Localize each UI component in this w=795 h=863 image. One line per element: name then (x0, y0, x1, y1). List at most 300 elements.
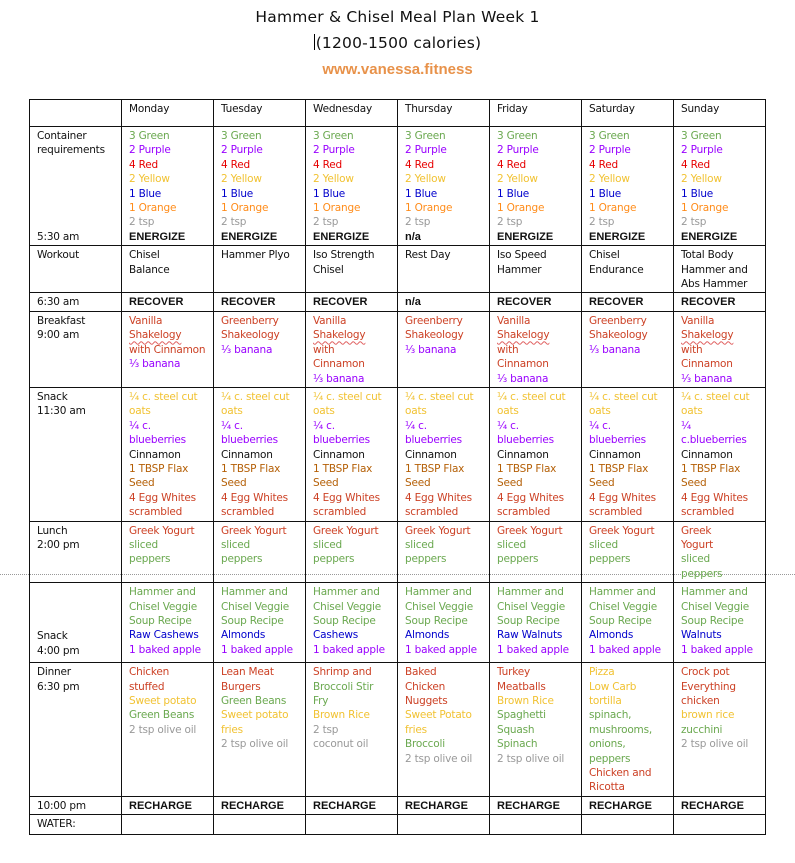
meal-item: tortilla (589, 695, 622, 707)
row-label (30, 583, 122, 663)
row-label-line: requirements (37, 144, 105, 157)
meal-item: Hammer Plyo (221, 249, 290, 262)
day-cell[interactable] (674, 246, 766, 293)
meal-item: Cinnamon (313, 448, 365, 461)
meal-item: Seed (681, 477, 707, 490)
meal-item: Shakelogy (497, 329, 550, 342)
meal-item: 1 Orange (129, 202, 177, 215)
day-cell[interactable] (490, 663, 582, 797)
meal-item: 1 Blue (405, 187, 438, 200)
meal-item: Seed (313, 477, 339, 490)
meal-item: RECHARGE (497, 799, 560, 812)
meal-item: Greenberry (221, 314, 279, 327)
header-row (30, 100, 766, 127)
meal-item: 4 Egg Whites (129, 491, 196, 504)
meal-item: oats (589, 405, 611, 418)
row-label-line: 10:00 pm (37, 799, 86, 812)
meal-item: stuffed (129, 680, 165, 693)
row-label-line (37, 172, 115, 186)
row-label-line: 2:00 pm (37, 538, 80, 551)
meal-item: peppers (405, 553, 447, 566)
row-label (30, 293, 122, 311)
day-cell[interactable] (122, 293, 214, 311)
meal-item: RECOVER (497, 296, 552, 309)
day-header: Thursday (398, 100, 490, 127)
meal-item: Sweet Potato (405, 709, 472, 722)
meal-item: Soup Recipe (497, 615, 560, 627)
meal-item: Cinnamon (405, 448, 457, 461)
meal-item: 2 tsp (221, 216, 247, 229)
day-cell[interactable] (398, 583, 490, 663)
meal-item: Greenberry (405, 314, 463, 327)
row-label (30, 521, 122, 583)
website-link[interactable]: www.vanessa.fitness (322, 61, 473, 78)
meal-item: Burgers (221, 680, 261, 693)
meal-item: 1 baked apple (681, 643, 753, 656)
meal-item: ENERGIZE (681, 230, 738, 243)
meal-item: blueberries (497, 434, 554, 447)
breakfast-row (30, 311, 766, 387)
day-cell[interactable] (122, 387, 214, 521)
row-label-line: Dinner (37, 666, 71, 679)
day-cell[interactable] (490, 293, 582, 311)
meal-item: 2 Yellow (589, 173, 630, 186)
meal-item: RECHARGE (589, 799, 652, 812)
day-cell[interactable] (490, 311, 582, 387)
meal-item: 2 tsp (497, 216, 523, 229)
day-cell[interactable] (398, 521, 490, 583)
meal-item: 3 Green (497, 130, 538, 142)
meal-item: ENERGIZE (589, 230, 646, 243)
meal-item: Soup Recipe (589, 615, 652, 627)
day-cell[interactable] (582, 293, 674, 311)
meal-item: 3 Green (405, 130, 446, 142)
meal-item: Seed (129, 477, 155, 490)
meal-item: 2 Purple (221, 144, 263, 157)
meal-item: 1 Blue (589, 187, 622, 200)
meal-item: Endurance (589, 263, 644, 276)
meal-item: scrambled (405, 506, 459, 519)
meal-item: RECHARGE (681, 799, 744, 812)
day-header: Saturday (582, 100, 674, 127)
meal-item: 1 TBSP Flax (129, 462, 189, 475)
row-label-line: 11:30 am (37, 405, 86, 418)
meal-item: ¼ c. (313, 419, 335, 432)
row-label-line: Breakfast (37, 314, 86, 327)
meal-item: Raw Walnuts (497, 629, 563, 642)
meal-item: 2 tsp olive oil (221, 738, 289, 751)
day-cell[interactable] (490, 796, 582, 814)
day-cell[interactable] (214, 387, 306, 521)
meal-item: ⅓ banana (589, 343, 641, 356)
meal-item: 1 TBSP Flax (405, 462, 465, 475)
container-requirements-row (30, 127, 766, 246)
meal-item: Seed (589, 477, 615, 490)
meal-item: Cinnamon (589, 448, 641, 461)
meal-item: ¼ c. (497, 419, 519, 432)
meal-item: Shakeology (405, 329, 464, 342)
recharge-row (30, 796, 766, 814)
meal-item: 1 baked apple (313, 643, 385, 656)
day-cell[interactable] (306, 583, 398, 663)
row-label-line (37, 215, 115, 229)
meal-item: Rest Day (405, 249, 451, 262)
day-header: Wednesday (306, 100, 398, 127)
meal-item: spinach, (589, 709, 632, 722)
meal-item: Greek Yogurt (221, 524, 287, 537)
meal-item: c.blueberries (681, 434, 747, 447)
day-cell[interactable] (306, 387, 398, 521)
meal-item: 1 Orange (497, 202, 545, 215)
meal-item: oats (313, 405, 335, 418)
meal-item: Chisel Veggie (497, 600, 566, 613)
meal-item: Chisel Veggie (221, 600, 290, 613)
row-label-line (37, 187, 115, 201)
meal-item: 1 Orange (313, 202, 361, 215)
day-cell[interactable] (398, 387, 490, 521)
day-cell[interactable] (306, 815, 398, 835)
day-cell[interactable] (582, 311, 674, 387)
meal-item: ¼ c. steel cut (313, 390, 382, 403)
day-cell[interactable] (398, 796, 490, 814)
recover-row (30, 293, 766, 311)
meal-item: scrambled (589, 506, 643, 519)
meal-item: 1 Blue (221, 187, 254, 200)
day-header: Sunday (674, 100, 766, 127)
meal-item: ENERGIZE (129, 230, 186, 243)
meal-item: blueberries (405, 434, 462, 447)
meal-item: scrambled (129, 506, 183, 519)
day-cell[interactable] (490, 246, 582, 293)
day-cell[interactable] (674, 387, 766, 521)
meal-item: Low Carb (589, 680, 637, 693)
row-label-line: WATER: (37, 818, 76, 831)
meal-item: Turkey (497, 666, 530, 679)
day-cell[interactable] (582, 815, 674, 835)
day-cell[interactable] (122, 521, 214, 583)
day-cell[interactable] (582, 127, 674, 246)
day-cell[interactable] (398, 246, 490, 293)
day-cell[interactable] (674, 127, 766, 246)
meal-item: 2 Yellow (405, 173, 446, 186)
meal-item: ¼ c. steel cut (589, 390, 658, 403)
text-cursor (314, 34, 315, 50)
day-cell[interactable] (214, 127, 306, 246)
meal-item: 4 Egg Whites (497, 491, 564, 504)
meal-item: ¼ c. (129, 419, 151, 432)
snack-afternoon-row (30, 583, 766, 663)
day-header: Tuesday (214, 100, 306, 127)
meal-item: Total Body (681, 249, 734, 262)
meal-item: Iso Strength (313, 249, 375, 262)
day-cell[interactable] (214, 815, 306, 835)
day-cell[interactable] (490, 387, 582, 521)
day-cell[interactable] (582, 387, 674, 521)
row-label-line: Lunch (37, 524, 68, 537)
page-subtitle (0, 34, 795, 52)
meal-item: Soup Recipe (221, 615, 284, 627)
meal-item: RECOVER (589, 296, 644, 309)
meal-item: 4 Red (497, 158, 526, 171)
meal-item: ¼ c. (221, 419, 243, 432)
meal-item: 2 tsp olive oil (129, 723, 197, 736)
meal-item: 2 tsp (681, 216, 707, 229)
meal-item: Hammer and (313, 586, 380, 599)
snack-morning-row (30, 387, 766, 521)
meal-item: 2 tsp olive oil (681, 738, 749, 751)
day-cell[interactable] (582, 583, 674, 663)
meal-item: Greek Yogurt (405, 524, 471, 537)
meal-item: Almonds (221, 629, 266, 642)
meal-item: Baked (405, 666, 437, 679)
day-cell[interactable] (214, 246, 306, 293)
meal-item: Almonds (589, 629, 634, 642)
meal-item: Balance (129, 263, 170, 276)
meal-item: 1 Orange (681, 202, 729, 215)
workout-row (30, 246, 766, 293)
meal-item: zucchini (681, 723, 723, 736)
meal-item: 4 Egg Whites (589, 491, 656, 504)
meal-item: 1 TBSP Flax (681, 462, 741, 475)
day-cell[interactable] (674, 293, 766, 311)
meal-item: ¼ c. (589, 419, 611, 432)
meal-item: RECHARGE (405, 799, 468, 812)
day-cell[interactable] (306, 127, 398, 246)
meal-item: Squash (497, 723, 535, 736)
meal-item: with (681, 343, 703, 356)
day-cell[interactable] (398, 293, 490, 311)
dinner-row (30, 663, 766, 797)
meal-item: blueberries (589, 434, 646, 447)
meal-item: Crock pot (681, 666, 730, 679)
meal-item: Lean Meat (221, 666, 274, 679)
meal-item: 1 TBSP Flax (497, 462, 557, 475)
day-cell[interactable] (122, 815, 214, 835)
meal-item: Sweet potato (129, 695, 197, 707)
meal-item: Vanilla (129, 314, 163, 327)
meal-item: Green Beans (129, 709, 195, 722)
meal-item: Shakeology (221, 329, 280, 342)
meal-item: 2 Yellow (313, 173, 354, 186)
day-cell[interactable] (582, 521, 674, 583)
meal-item: peppers (221, 553, 263, 566)
day-cell[interactable] (306, 293, 398, 311)
meal-item: brown rice (681, 709, 735, 722)
day-cell[interactable] (214, 521, 306, 583)
day-cell[interactable] (490, 521, 582, 583)
meal-item: 4 Red (129, 158, 158, 171)
meal-item: 2 Yellow (221, 173, 262, 186)
meal-item: 4 Red (405, 158, 434, 171)
meal-item: Ricotta (589, 781, 625, 794)
meal-item: sliced (221, 538, 251, 551)
day-cell[interactable] (306, 246, 398, 293)
meal-item: Soup Recipe (681, 615, 744, 627)
meal-item: ¼ c. steel cut (221, 390, 290, 403)
day-cell[interactable] (122, 663, 214, 797)
meal-item: 4 Red (313, 158, 342, 171)
meal-item: RECOVER (129, 296, 184, 309)
meal-item: RECHARGE (313, 799, 376, 812)
meal-item: 2 tsp (589, 216, 615, 229)
day-cell[interactable] (122, 127, 214, 246)
day-cell[interactable] (674, 815, 766, 835)
meal-item: sliced (589, 538, 619, 551)
meal-item: Hammer and (681, 586, 748, 599)
day-cell[interactable] (674, 311, 766, 387)
row-label-line: 4:00 pm (37, 644, 80, 657)
meal-item: 2 Yellow (497, 173, 538, 186)
meal-item: Nuggets (405, 695, 448, 707)
meal-item: onions, (589, 738, 626, 751)
meal-item: Brown Rice (313, 709, 370, 722)
meal-item: 1 Orange (589, 202, 637, 215)
meal-item: blueberries (129, 434, 186, 447)
meal-item: Iso Speed (497, 249, 547, 262)
row-label (30, 387, 122, 521)
meal-item: ¼ c. steel cut (497, 390, 566, 403)
row-label (30, 246, 122, 293)
meal-item: peppers (589, 752, 631, 765)
meal-item: scrambled (313, 506, 367, 519)
meal-item: ⅓ banana (221, 343, 273, 356)
meal-item: ¼ c. (405, 419, 427, 432)
meal-item: Hammer and (221, 586, 288, 599)
day-cell[interactable] (306, 521, 398, 583)
day-cell[interactable] (122, 583, 214, 663)
day-cell[interactable] (398, 663, 490, 797)
day-cell[interactable] (306, 311, 398, 387)
meal-item: Vanilla (681, 314, 715, 327)
meal-item: 3 Green (681, 130, 722, 142)
meal-item: 4 Red (221, 158, 250, 171)
meal-item: Green Beans (221, 695, 287, 707)
meal-item: 2 tsp (405, 216, 431, 229)
meal-item: Seed (497, 477, 523, 490)
meal-item: Walnuts (681, 629, 722, 642)
day-cell[interactable] (398, 311, 490, 387)
meal-item: peppers (129, 553, 171, 566)
day-cell[interactable] (214, 293, 306, 311)
meal-item: Greek Yogurt (497, 524, 563, 537)
day-cell[interactable] (490, 815, 582, 835)
page-title: Hammer & Chisel Meal Plan Week 1 (255, 8, 540, 26)
day-cell[interactable] (674, 796, 766, 814)
meal-item: n/a (405, 230, 421, 243)
calorie-range: (1200-1500 calories) (315, 34, 482, 52)
day-cell[interactable] (398, 815, 490, 835)
meal-item: sliced (681, 553, 711, 566)
row-label-line (37, 201, 115, 215)
row-label (30, 796, 122, 814)
meal-item: Cinnamon (497, 358, 549, 371)
day-cell[interactable] (490, 583, 582, 663)
meal-item: Meatballs (497, 680, 546, 693)
day-header: Friday (490, 100, 582, 127)
meal-item: fries (221, 723, 243, 736)
meal-item: Shakelogy (129, 329, 182, 342)
day-cell[interactable] (214, 583, 306, 663)
meal-item: Soup Recipe (313, 615, 376, 627)
meal-item: ¼ c. steel cut (129, 390, 198, 403)
meal-item: chicken (681, 695, 720, 707)
day-cell[interactable] (306, 663, 398, 797)
meal-item: oats (497, 405, 519, 418)
row-label (30, 127, 122, 246)
lunch-row (30, 521, 766, 583)
meal-item: RECOVER (221, 296, 276, 309)
meal-plan-table (29, 99, 766, 835)
meal-item: ENERGIZE (221, 230, 278, 243)
row-label (30, 311, 122, 387)
meal-item: scrambled (681, 506, 735, 519)
meal-item: Cinnamon (129, 448, 181, 461)
meal-item: 1 Blue (129, 187, 162, 200)
meal-item: 2 Yellow (129, 173, 170, 186)
row-label-line: Snack (37, 630, 68, 643)
meal-item: peppers (589, 553, 631, 566)
day-cell[interactable] (674, 521, 766, 583)
meal-item: 4 Red (589, 158, 618, 171)
meal-item: Broccoli (405, 738, 445, 751)
meal-item: 1 Orange (405, 202, 453, 215)
meal-item: 1 baked apple (405, 643, 477, 656)
day-cell[interactable] (214, 311, 306, 387)
meal-item: Broccoli Stir (313, 680, 374, 693)
meal-item: Vanilla (313, 314, 347, 327)
meal-item: Raw Cashews (129, 629, 199, 642)
day-cell[interactable] (582, 663, 674, 797)
meal-item: Soup Recipe (129, 615, 192, 627)
meal-item: Pizza (589, 666, 615, 679)
day-cell[interactable] (122, 246, 214, 293)
row-label-line: Workout (37, 249, 80, 262)
meal-item: mushrooms, (589, 723, 652, 736)
meal-item: ⅓ banana (497, 372, 549, 385)
meal-item: Cinnamon (313, 358, 365, 371)
meal-item: 2 Purple (129, 144, 171, 157)
day-cell[interactable] (306, 796, 398, 814)
meal-item: 2 tsp olive oil (405, 752, 473, 765)
day-cell[interactable] (674, 663, 766, 797)
meal-item: sliced (405, 538, 435, 551)
meal-item: Hammer and (681, 263, 748, 276)
day-cell[interactable] (214, 663, 306, 797)
row-label-line: 6:30 pm (37, 680, 80, 693)
row-label-line: 6:30 am (37, 296, 80, 309)
meal-item: 2 Purple (681, 144, 723, 157)
meal-item: 2 tsp (313, 216, 339, 229)
meal-item: peppers (497, 553, 539, 566)
day-cell[interactable] (582, 796, 674, 814)
day-cell[interactable] (122, 796, 214, 814)
day-cell[interactable] (582, 246, 674, 293)
meal-item: Fry (313, 695, 329, 707)
day-cell[interactable] (490, 127, 582, 246)
corner-cell (30, 100, 122, 127)
meal-item: ¼ c. steel cut (681, 390, 750, 403)
meal-item: ⅓ banana (129, 358, 181, 371)
meal-item: 1 baked apple (221, 643, 293, 656)
meal-item: ⅓ banana (405, 343, 457, 356)
day-cell[interactable] (122, 311, 214, 387)
meal-item: Greenberry (589, 314, 647, 327)
meal-item: Cinnamon (221, 448, 273, 461)
day-cell[interactable] (398, 127, 490, 246)
day-cell[interactable] (214, 796, 306, 814)
meal-item: Greek Yogurt (313, 524, 379, 537)
day-cell[interactable] (674, 583, 766, 663)
